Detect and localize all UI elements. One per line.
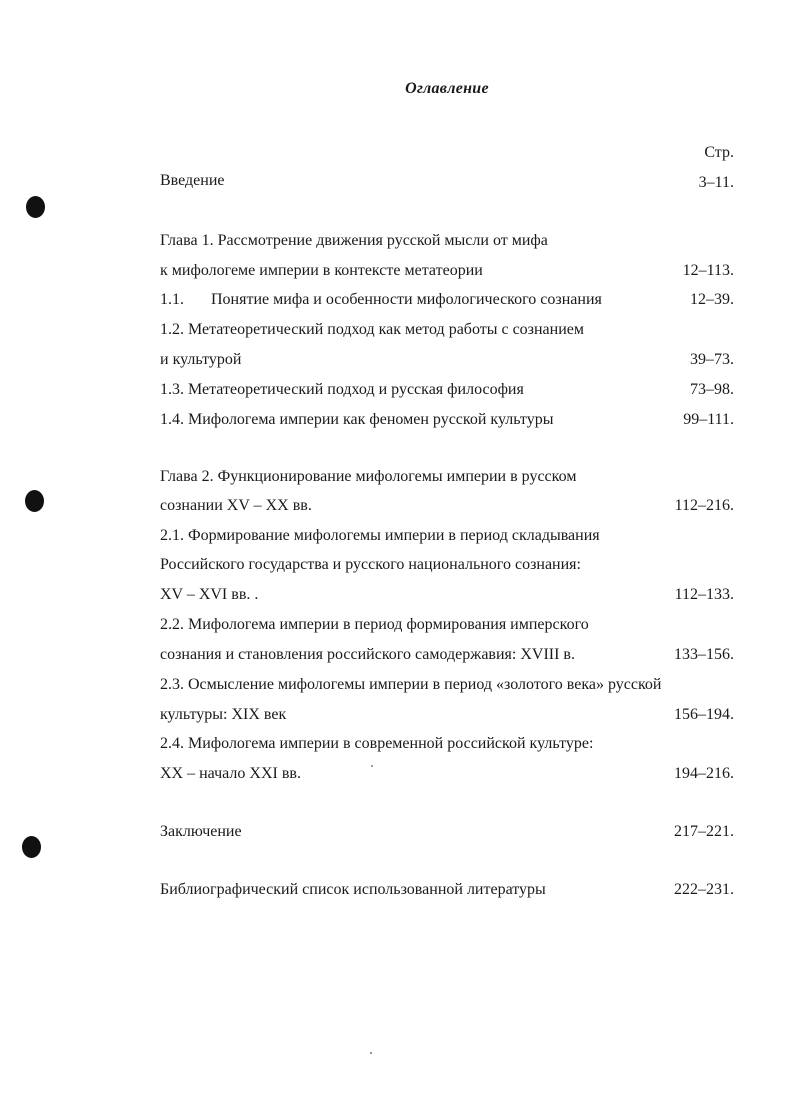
toc-intro-pages: 3–11. — [698, 174, 734, 191]
toc-s21-pages: 112–133. — [674, 586, 734, 603]
toc-s22-line1: 2.2. Мифологема империи в период формирования имперского — [160, 616, 589, 633]
toc-ch1-line2: к мифологеме империи в контексте метатеории — [160, 262, 483, 279]
toc-s13-text: 1.3. Метатеоретический подход и русская философия — [160, 381, 524, 398]
toc-s23-pages: 156–194. — [674, 706, 734, 723]
punch-hole — [25, 490, 44, 512]
toc-s11-num: 1.1. — [160, 291, 184, 308]
punch-hole — [22, 836, 41, 858]
toc-ch2-pages: 112–216. — [674, 497, 734, 514]
toc-ch2-line1: Глава 2. Функционирование мифологемы империи в русском — [160, 468, 577, 485]
scan-speck — [370, 1052, 372, 1054]
toc-ch1-pages: 12–113. — [682, 262, 734, 279]
toc-s23-line2: культуры: XIX век — [160, 706, 287, 723]
toc-s21-line3: XV – XVI вв. . — [160, 586, 259, 603]
toc-bibliography-pages: 222–231. — [674, 881, 734, 898]
toc-s12-line2: и культурой — [160, 351, 242, 368]
toc-conclusion-label: Заключение — [160, 823, 242, 840]
page-title: Оглавление — [405, 80, 489, 97]
toc-ch1-line1: Глава 1. Рассмотрение движения русской мысли от мифа — [160, 232, 548, 249]
toc-bibliography-label: Библиографический список использованной литературы — [160, 881, 546, 898]
toc-ch2-line2: сознании XV – XX вв. — [160, 497, 312, 514]
punch-hole — [26, 196, 45, 218]
toc-s14-text: 1.4. Мифологема империи как феномен русской культуры — [160, 411, 554, 428]
toc-s24-line2: XX – начало XXI вв. — [160, 765, 301, 782]
toc-s22-pages: 133–156. — [674, 646, 734, 663]
toc-s13-pages: 73–98. — [690, 381, 734, 398]
toc-s12-line1: 1.2. Метатеоретический подход как метод работы с сознанием — [160, 321, 585, 338]
toc-conclusion-pages: 217–221. — [674, 823, 734, 840]
toc-s21-line2: Российского государства и русского национального сознания: — [160, 556, 581, 573]
toc-s22-line2: сознания и становления российского самодержавия: XVIII в. — [160, 646, 575, 663]
toc-s24-pages: 194–216. — [674, 765, 734, 782]
toc-s11-text: Понятие мифа и особенности мифологического сознания — [211, 291, 602, 308]
scan-speck — [371, 765, 373, 767]
toc-intro-label: Введение — [160, 172, 225, 189]
toc-s12-pages: 39–73. — [690, 351, 734, 368]
page-column-header: Стр. — [704, 144, 734, 161]
toc-s14-pages: 99–111. — [683, 411, 734, 428]
toc-s23-line1: 2.3. Осмысление мифологемы империи в период «золотого века» русской — [160, 676, 662, 693]
toc-s21-line1: 2.1. Формирование мифологемы империи в период складывания — [160, 527, 600, 544]
toc-s11-pages: 12–39. — [690, 291, 734, 308]
toc-s24-line1: 2.4. Мифологема империи в современной российской культуре: — [160, 735, 594, 752]
